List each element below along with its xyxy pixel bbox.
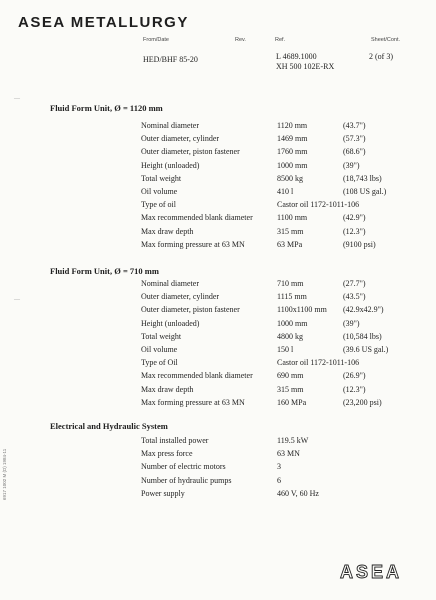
spec-value: 4800 kg: [277, 331, 303, 341]
spec-imperial: (43.7"): [343, 121, 366, 130]
spec-label: Oil volume: [141, 344, 178, 354]
spec-value: 690 mm: [277, 371, 304, 381]
spec-label: Outer diameter, piston fastener: [141, 147, 240, 157]
spec-row: [141, 383, 431, 396]
spec-imperial: (68.6"): [343, 147, 366, 157]
spec-value: 160 MPa: [277, 397, 307, 407]
spec-imperial: (57.3"): [343, 134, 366, 144]
company-name: ASEA METALLURGY: [18, 14, 189, 31]
spec-imperial: (10,584 lbs): [343, 331, 382, 341]
spec-imperial: (43.5"): [343, 292, 366, 302]
spec-value: Castor oil 1172-1011-106: [277, 358, 360, 368]
spec-value: 1100 mm: [277, 213, 308, 223]
spec-label: Oil volume: [141, 186, 178, 196]
spec-imperial: (39"): [343, 318, 360, 328]
from-date-label: From/Date: [143, 37, 169, 43]
spec-row: [141, 343, 431, 356]
spec-label: Max draw depth: [141, 226, 194, 236]
spec-label: Max press force: [141, 449, 193, 459]
spec-label: Max forming pressure at 63 MN: [141, 397, 245, 407]
spec-value: 1000 mm: [277, 160, 308, 170]
spec-label: Max draw depth: [141, 384, 194, 394]
spec-value: 63 MPa: [277, 239, 303, 249]
spec-imperial: (23,200 psi): [343, 397, 382, 407]
from-date-value: HED/BHF 85-20: [143, 55, 198, 64]
spec-value: 315 mm: [277, 226, 304, 236]
spec-table: [141, 277, 431, 409]
spec-label: Number of electric motors: [141, 462, 226, 472]
spec-imperial: (42.9x42.9"): [343, 305, 384, 315]
spec-row: [141, 145, 431, 158]
spec-row: [141, 159, 431, 172]
spec-label: Max recommended blank diameter: [141, 371, 253, 381]
spec-row: [141, 198, 431, 211]
spec-label: Height (unloaded): [141, 160, 200, 170]
spec-row: [141, 396, 431, 409]
spec-value: 150 l: [277, 344, 294, 354]
spec-label: Max recommended blank diameter: [141, 213, 253, 223]
spec-imperial: (18,743 lbs): [343, 173, 382, 183]
spec-imperial: (9100 psi): [343, 239, 376, 249]
spec-value: 3: [277, 462, 281, 472]
spec-row: [141, 487, 431, 500]
ref-label: Ref.: [275, 37, 286, 43]
spec-row: [141, 434, 431, 447]
spec-row: [141, 356, 431, 369]
spec-label: Outer diameter, cylinder: [141, 134, 220, 144]
spec-imperial: (42.9"): [343, 213, 366, 223]
spec-label: Type of oil: [141, 200, 176, 210]
spec-label: Outer diameter, cylinder: [141, 292, 220, 302]
spec-value: 119.5 kW: [277, 436, 309, 445]
ref-value-line1: L 4689.1000: [276, 52, 317, 61]
spec-row: [141, 303, 431, 316]
spec-imperial: (27.7"): [343, 279, 366, 288]
spec-value: 63 MN: [277, 449, 300, 459]
spec-value: 1120 mm: [277, 121, 308, 130]
spec-label: Total weight: [141, 331, 182, 341]
spec-label: Type of Oil: [141, 358, 178, 368]
spec-label: Number of hydraulic pumps: [141, 475, 232, 485]
section-title: Fluid Form Unit, Ø = 1120 mm: [50, 103, 163, 113]
spec-row: [141, 460, 431, 473]
spec-value: 410 l: [277, 186, 294, 196]
sheet-value: 2 (of 3): [369, 52, 393, 61]
spec-row: [141, 238, 431, 251]
spec-row: [141, 474, 431, 487]
spec-row: [141, 317, 431, 330]
spec-row: [141, 119, 431, 132]
spec-label: Height (unloaded): [141, 318, 200, 328]
section-title: Electrical and Hydraulic System: [50, 421, 168, 431]
spec-imperial: (39"): [343, 160, 360, 170]
spec-table: [141, 434, 431, 500]
margin-tick: —: [14, 96, 20, 102]
asea-logo-text: ASEA: [340, 562, 403, 582]
spec-value: 710 mm: [277, 279, 304, 288]
spec-value: 1469 mm: [277, 134, 308, 144]
spec-value: Castor oil 1172-1011-106: [277, 200, 360, 210]
spec-value: 6: [277, 475, 281, 485]
margin-tick: —: [14, 297, 20, 303]
form-number-margin-text: 6917 1002 M (D) 1984-11: [2, 448, 7, 500]
spec-label: Max forming pressure at 63 MN: [141, 239, 245, 249]
asea-logo: [338, 560, 426, 582]
spec-table: [141, 119, 431, 251]
rev-label: Rev.: [235, 37, 246, 43]
spec-value: 8500 kg: [277, 173, 303, 183]
spec-value: 315 mm: [277, 384, 304, 394]
spec-label: Power supply: [141, 488, 185, 498]
spec-row: [141, 277, 431, 290]
spec-imperial: (39.6 US gal.): [343, 344, 389, 354]
spec-row: [141, 330, 431, 343]
spec-value: 1115 mm: [277, 292, 307, 302]
spec-imperial: (26.9"): [343, 371, 366, 381]
spec-value: 1000 mm: [277, 318, 308, 328]
spec-row: [141, 447, 431, 460]
spec-label: Nominal diameter: [141, 121, 199, 130]
spec-label: Outer diameter, piston fastener: [141, 305, 240, 315]
spec-row: [141, 369, 431, 382]
spec-row: [141, 185, 431, 198]
section-title: Fluid Form Unit, Ø = 710 mm: [50, 266, 159, 276]
spec-label: Nominal diameter: [141, 279, 199, 288]
spec-value: 460 V, 60 Hz: [277, 488, 319, 498]
spec-imperial: (12.3"): [343, 384, 366, 394]
spec-value: 1100x1100 mm: [277, 305, 327, 315]
spec-row: [141, 225, 431, 238]
spec-row: [141, 211, 431, 224]
spec-label: Total weight: [141, 173, 182, 183]
spec-row: [141, 290, 431, 303]
spec-imperial: (108 US gal.): [343, 186, 387, 196]
spec-label: Total installed power: [141, 436, 209, 445]
spec-value: 1760 mm: [277, 147, 308, 157]
spec-imperial: (12.3"): [343, 226, 366, 236]
spec-row: [141, 132, 431, 145]
spec-row: [141, 172, 431, 185]
ref-value-line2: XH 500 102E-RX: [276, 62, 335, 71]
sheet-label: Sheet/Cont.: [371, 37, 401, 43]
